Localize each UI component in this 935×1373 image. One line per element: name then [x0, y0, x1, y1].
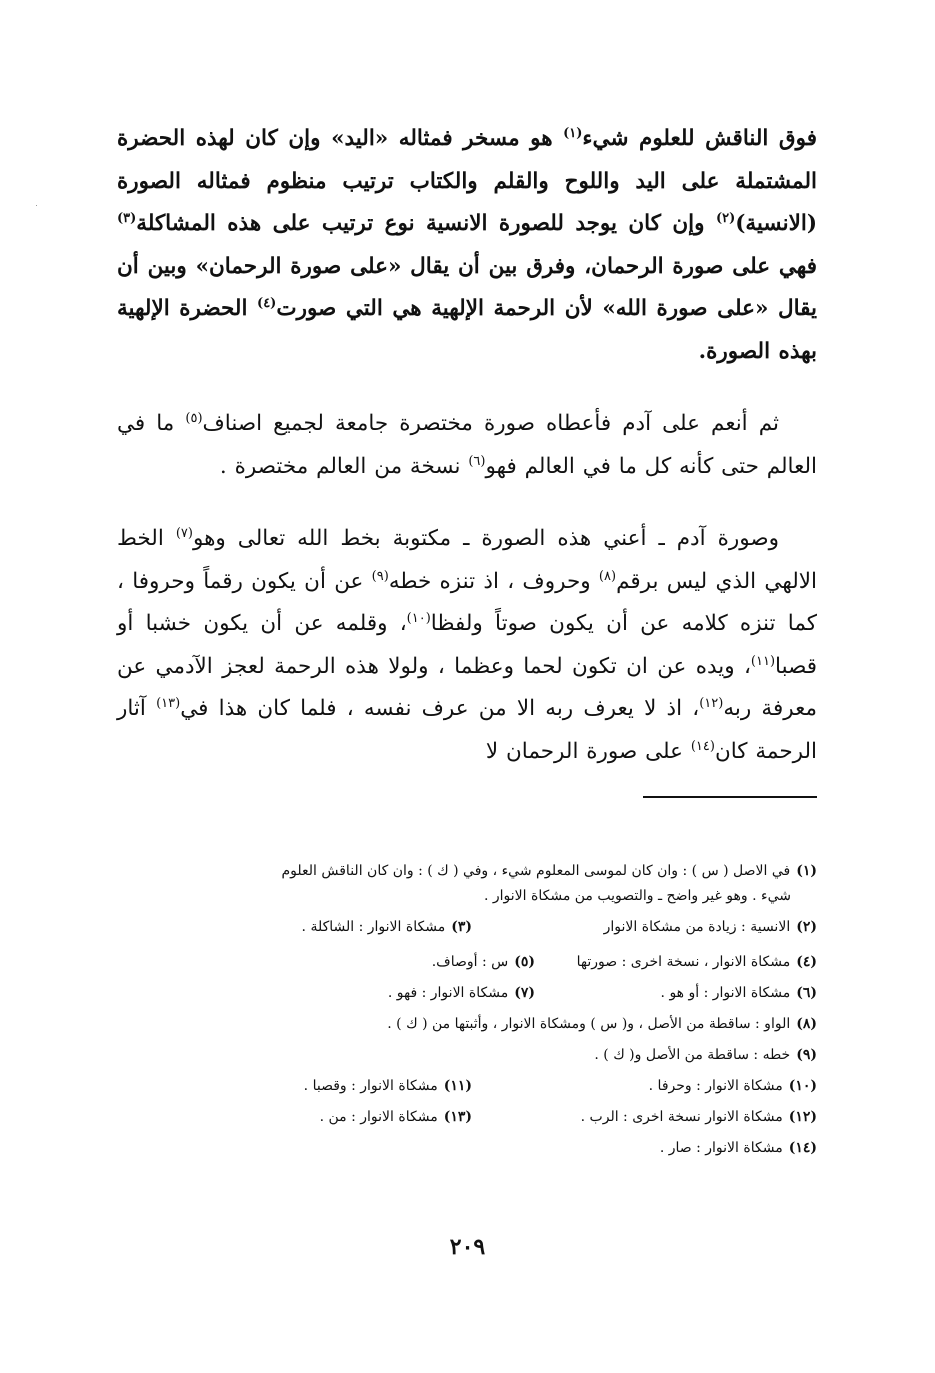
footnote-number: (٣): [451, 919, 472, 935]
footnote-text: مشكاة الانوار نسخة اخرى : الرب .: [580, 1109, 783, 1125]
footnote-text: خطه : ساقطة من الأصل و( ك ) .: [594, 1047, 791, 1063]
footnote-ref-13[interactable]: (١٣): [156, 696, 181, 711]
footnote-number: (٧): [514, 985, 535, 1001]
footnote-ref-6[interactable]: (٦): [468, 453, 486, 469]
footnote-ref-3[interactable]: (٣): [117, 211, 137, 226]
footnote-ref-10[interactable]: (١٠): [406, 611, 431, 626]
footnote-text: مشكاة الانوار : أو هو .: [660, 985, 791, 1001]
footnote-text: شيء . وهو غير واضح ـ والتصويب من مشكاة الانوار .: [484, 888, 791, 904]
footnote-ref-9[interactable]: (٩): [371, 568, 389, 584]
footnote-text: في الاصل ( س ) : وان كان لموسى المعلوم شيء ، وفي ( ك ) : وان كان الناقش العلوم: [281, 863, 791, 879]
text-run: وإن كان يوجد للصورة الانسية نوع ترتيب على هذه المشاكلة: [136, 211, 716, 236]
footnote-number: (١٢): [788, 1109, 817, 1125]
footnote-6: [535, 978, 817, 1009]
page-number: ٢٠٩: [449, 1234, 486, 1260]
footnote-text: مشكاة الانوار : الشاكلة .: [301, 919, 446, 935]
footnote-text: مشكاة الانوار : من .: [319, 1109, 438, 1125]
footnote-13: [127, 1102, 472, 1133]
footnote-text: مشكاة الانوار : وحرفا .: [648, 1078, 783, 1094]
footnote-number: (٢): [796, 919, 817, 935]
footnote-ref-8[interactable]: (٨): [598, 568, 617, 584]
paragraph-1: [117, 118, 817, 373]
footnote-ref-5[interactable]: (٥): [185, 411, 203, 426]
footnote-number: (٩): [796, 1047, 817, 1063]
text-run: فهي على صورة الرحمان، وفرق بين أن يقال «على صورة الرحمان» وبين أن يقال «على صورة الله» لأن الرحمة الإلهية هي التي صورت: [117, 253, 817, 321]
footnote-number: (١٠): [788, 1078, 817, 1094]
text-run: وحروف ، اذ تنزه خطه: [388, 568, 599, 594]
footnote-separator: [643, 796, 817, 798]
footnote-ref-11[interactable]: (١١): [750, 653, 776, 669]
text-run: نسخة من العالم مختصرة .: [219, 453, 469, 479]
footnote-number: (١٤): [788, 1140, 817, 1156]
footnote-text: الواو : ساقطة من الأصل ، و( س ) ومشكاة الانوار ، وأثبتها من ( ك ) .: [387, 1016, 791, 1032]
footnote-5: [432, 947, 535, 978]
text-run: ، اذ لا يعرف ربه الا من عرف نفسه ، فلما كان هذا في: [180, 696, 700, 721]
footnote-2: [472, 912, 817, 943]
footnote-row: [117, 1102, 817, 1133]
text-run: الخط الالهي الذي ليس برقم: [117, 526, 818, 594]
footnote-text: الانسية : زيادة من مشكاة الانوار: [603, 919, 791, 935]
footnote-number: (٨): [796, 1016, 817, 1032]
footnote-4: [535, 947, 817, 978]
footnote-ref-1[interactable]: (١): [563, 126, 583, 141]
text-run: ثم أنعم على آدم فأعطاه صورة مختصرة جامعة لجميع اصناف: [202, 411, 779, 436]
footnote-ref-7[interactable]: (٧): [175, 526, 193, 541]
footnote-row: [117, 947, 817, 978]
footnote-row: [117, 912, 817, 943]
text-run: هو مسخر فمثاله «اليد» وإن كان لهذه الحضرة المشتملة على اليد واللوح والقلم والكتاب ترتيب منظوم فمثاله الصورة (الانسية): [117, 126, 817, 236]
footnote-10: [472, 1071, 817, 1102]
footnote-number: (٥): [514, 954, 535, 970]
text-run: الحضرة الإلهية بهذه الصورة.: [117, 296, 817, 364]
footnote-text: مشكاة الانوار ، نسخة اخرى : صورتها: [576, 954, 791, 970]
main-text: [117, 118, 817, 773]
footnote-text: مشكاة الانوار : فهو .: [387, 985, 509, 1001]
footnote-number: (٤): [796, 954, 817, 970]
footnote-9: [117, 1040, 817, 1071]
footnote-text: مشكاة الانوار : صار .: [659, 1140, 783, 1156]
footnote-text: س : أوصاف.: [431, 954, 509, 970]
footnote-number: (١): [796, 863, 817, 879]
footnote-row: [117, 978, 817, 1009]
scan-mark: [36, 205, 37, 206]
footnote-3: [127, 912, 472, 943]
text-run: ، وقلمه عن أن يكون خشبا أو قصبا: [117, 611, 817, 679]
text-run: ما في العالم حتى كأنه كل ما في العالم فهو: [117, 411, 817, 479]
footnote-ref-14[interactable]: (١٤): [690, 738, 715, 754]
footnote-14: [117, 1133, 817, 1164]
footnote-text: مشكاة الانوار : وقصبا .: [303, 1078, 438, 1094]
footnote-ref-12[interactable]: (١٢): [699, 696, 724, 711]
footnote-ref-2[interactable]: (٢): [715, 211, 736, 226]
paragraph-2: [117, 403, 817, 488]
text-run: عن أن يكون رقماً وحروفا ، كما تنزه كلامه عن أن يكون صوتاً ولفظا: [117, 568, 817, 636]
text-run: وصورة آدم ـ أعني هذه الصورة ـ مكتوبة بخط الله تعالى وهو: [192, 526, 780, 551]
footnote-ref-4[interactable]: (٤): [257, 296, 277, 311]
footnote-11: [127, 1071, 472, 1102]
footnote-number: (٦): [796, 985, 817, 1001]
footnote-number: (١١): [443, 1078, 472, 1094]
footnote-number: (١٣): [443, 1109, 472, 1125]
text-run: ، ويده عن ان تكون لحما وعظما ، ولولا هذه الرحمة لعجز الآدمي عن معرفة ربه: [117, 653, 817, 721]
paragraph-3: [117, 518, 817, 773]
text-run: فوق الناقش للعلوم شيء: [582, 126, 817, 151]
footnote-8: [117, 1009, 817, 1040]
footnote-7: [388, 978, 535, 1009]
text-run: على صورة الرحمان لا: [485, 738, 691, 764]
footnote-12: [472, 1102, 817, 1133]
text-run: آثار الرحمة كان: [117, 696, 817, 764]
footnotes: [117, 856, 817, 1164]
footnote-row: [117, 1071, 817, 1102]
